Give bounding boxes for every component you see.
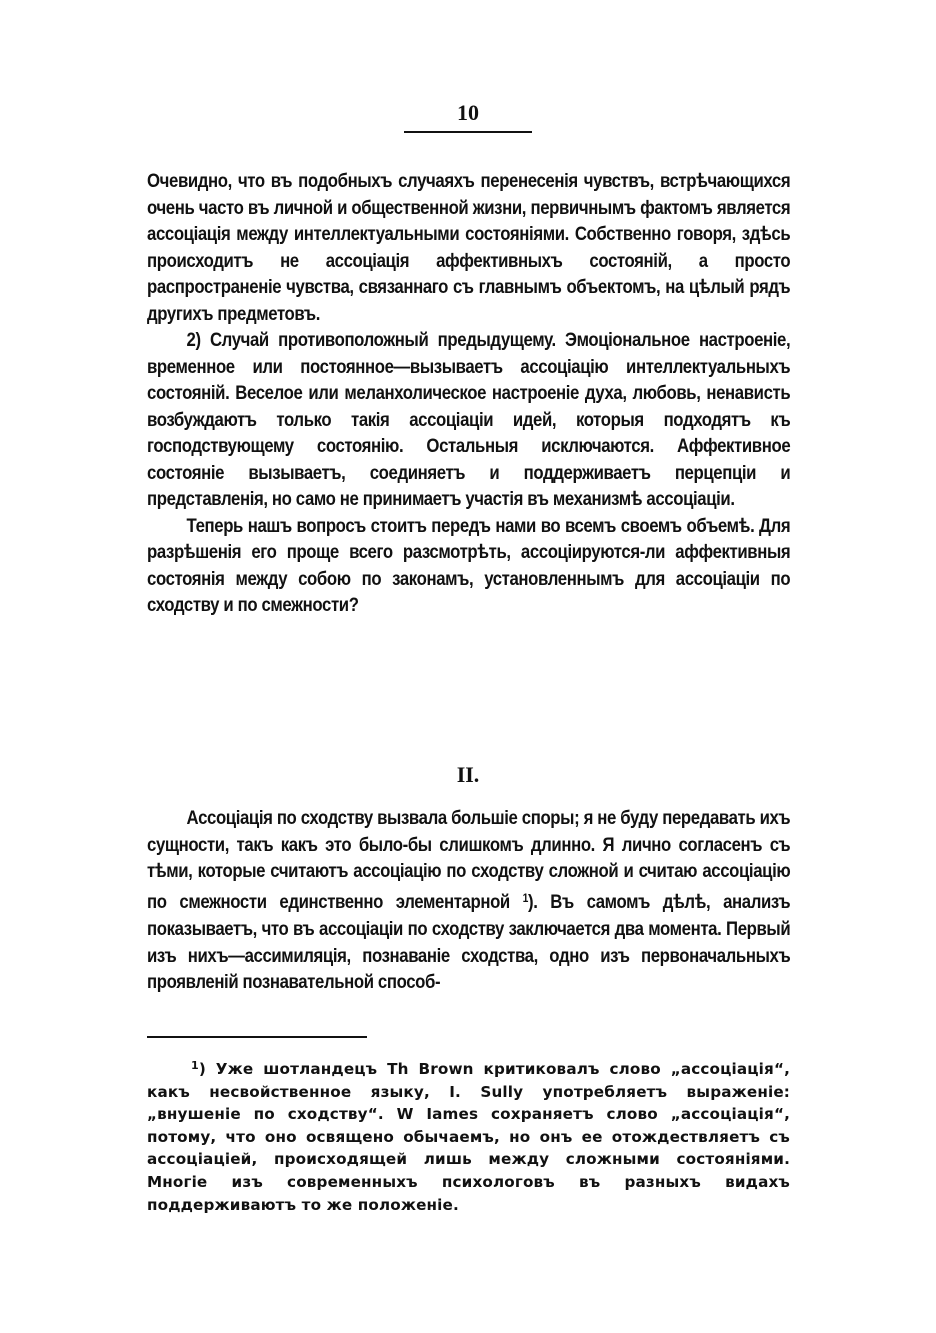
- paragraph-3: Теперь нашъ вопросъ стоитъ передъ нами во всемъ своемъ объемѣ. Для разрѣшенія его проще всего разсмотрѣть, ассоціируются-ли аффективныя состоянія между собою по законамъ, установленнымъ для ассоціаціи по сходству и по смежности?: [147, 514, 791, 616]
- footnote-block: [147, 1055, 790, 1216]
- paragraph-2: 2) Случай противоположный предыдущему. Эмоціональное настроеніе, временное или постоянное—вызываетъ ассоціацію интеллектуальныхъ состояній. Веселое или меланхолическое настроеніе духа, любовь, ненависть возбуждаютъ только такія ассоціаціи идей, которыя подходятъ къ господствующему состоянію. Остальныя исключаются. Аффективное состояніе вызываетъ, соединяетъ и поддерживаетъ перцепціи и представленія, но само не принимаетъ участія въ механизмѣ ассоціаціи.: [147, 329, 791, 510]
- header-rule: [404, 131, 532, 133]
- section-paragraph-1: [147, 805, 790, 996]
- section-text-after-note: ). Въ самомъ дѣлѣ, анализъ показываетъ, что въ ассоціаціи по сходству заключается два момента. Первый изъ нихъ—ассимиляція, познаваніе сходства, одно изъ первоначальныхъ проявленій познавательной способ-: [147, 891, 791, 994]
- section-text-before-note: Ассоціація по сходству вызвала большіе споры; я не буду передавать ихъ сущности, такъ какъ это было-бы слишкомъ длинно. Я лично согласенъ съ тѣми, которые считаютъ ассоціацію по сходству сложной и считаю ассоціацію по смежности единственно элементарной: [147, 807, 791, 914]
- main-text-block: [147, 168, 790, 619]
- section-text-block: [147, 805, 790, 996]
- footnote-marker: 1: [191, 1059, 199, 1072]
- footnote-text: ) Уже шотландецъ Th Brown критиковалъ слово „ассоціація“, какъ несвойственное языку, I. Sully употребляетъ выраженіе: „внушеніе по сходству“. W Iames сохраняетъ слово „ассоціація“, потому, что оно освящено обычаемъ, но онъ ее отождествляетъ съ ассоціаціей, происходящей лишь между сложными состояніями. Многіе изъ современныхъ психологовъ въ разныхъ видахъ поддерживаютъ то же положеніе.: [147, 1060, 790, 1214]
- page-number: 10: [457, 100, 479, 125]
- section-heading: II.: [456, 762, 480, 787]
- paragraph-1: Очевидно, что въ подобныхъ случаяхъ перенесенія чувствъ, встрѣчающихся очень часто въ личной и общественной жизни, первичнымъ фактомъ является ассоціація между интеллектуальными состояніями. Собственно говоря, здѣсь происходитъ не ассоціація аффективныхъ состояній, а просто распространеніе чувства, связаннаго съ главнымъ объектомъ, на цѣлый рядъ другихъ предметовъ.: [147, 170, 791, 325]
- footnote-1: [147, 1055, 790, 1216]
- footnote-rule: [147, 1036, 367, 1038]
- footnote-reference: 1: [522, 891, 528, 906]
